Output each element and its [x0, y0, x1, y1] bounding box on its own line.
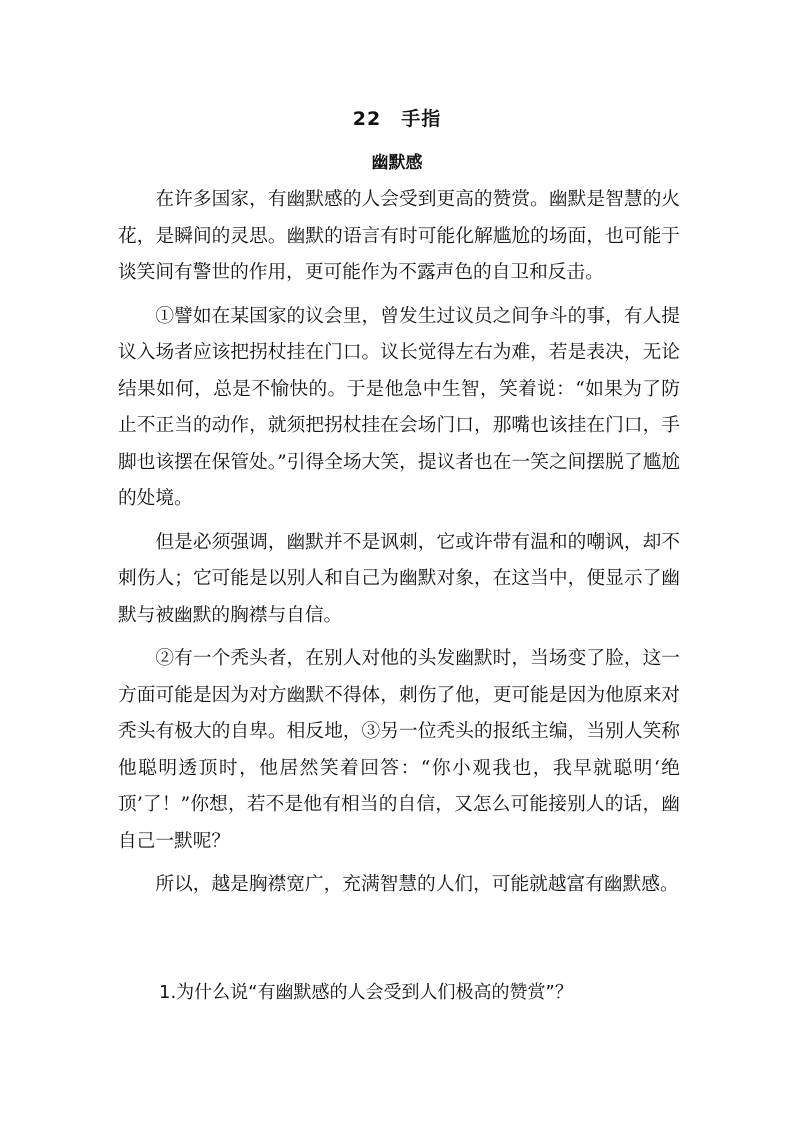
- paragraph: 所以，越是胸襟宽广，充满智慧的人们，可能就越富有幽默感。: [155, 874, 679, 895]
- question-1: 1.为什么说“有幽默感的人会受到人们极高的赞赏”？: [159, 982, 573, 1003]
- article-body: [118, 182, 680, 911]
- paragraph: 在许多国家，有幽默感的人会受到更高的赞赏。幽默是智慧的火花，是瞬间的灵思。幽默的语言有时可能化解尴尬的场面，也可能于谈笑间有警世的作用，更可能作为不露声色的自卫和反击。: [118, 189, 680, 283]
- lesson-title: 22 手指: [352, 108, 442, 130]
- paragraph: ①譬如在某国家的议会里，曾发生过议员之间争斗的事，有人提议入场者应该把拐杖挂在门口。议长觉得左右为难，若是表决，无论结果如何，总是不愉快的。于是他急中生智，笑着说：“如果为了防止不正当的动作，就须把拐杖挂在会场门口，那嘴也该挂在门口，手脚也该摆在保管处。”引得全场大笑，提议者也在一笑之间摆脱了尴尬的处境。: [118, 305, 680, 509]
- paragraph: 但是必须强调，幽默并不是讽刺，它或许带有温和的嘲讽，却不刺伤人；它可能是以别人和自己为幽默对象，在这当中，便显示了幽默与被幽默的胸襟与自信。: [118, 531, 680, 626]
- paragraph: ②有一个秃头者，在别人对他的头发幽默时，当场变了脸，这一方面可能是因为对方幽默不得体，刺伤了他，更可能是因为他原来对秃头有极大的自卑。相反地，③另一位秃头的报纸主编，当别人笑称他聪明透顶时，他居然笑着回答：“你小观我也，我早就聪明‘绝顶’了！”你想，若不是他有相当的自信，又怎么可能接别人的话，幽自己一默呢？: [118, 648, 680, 852]
- article-title: 幽默感: [371, 153, 423, 173]
